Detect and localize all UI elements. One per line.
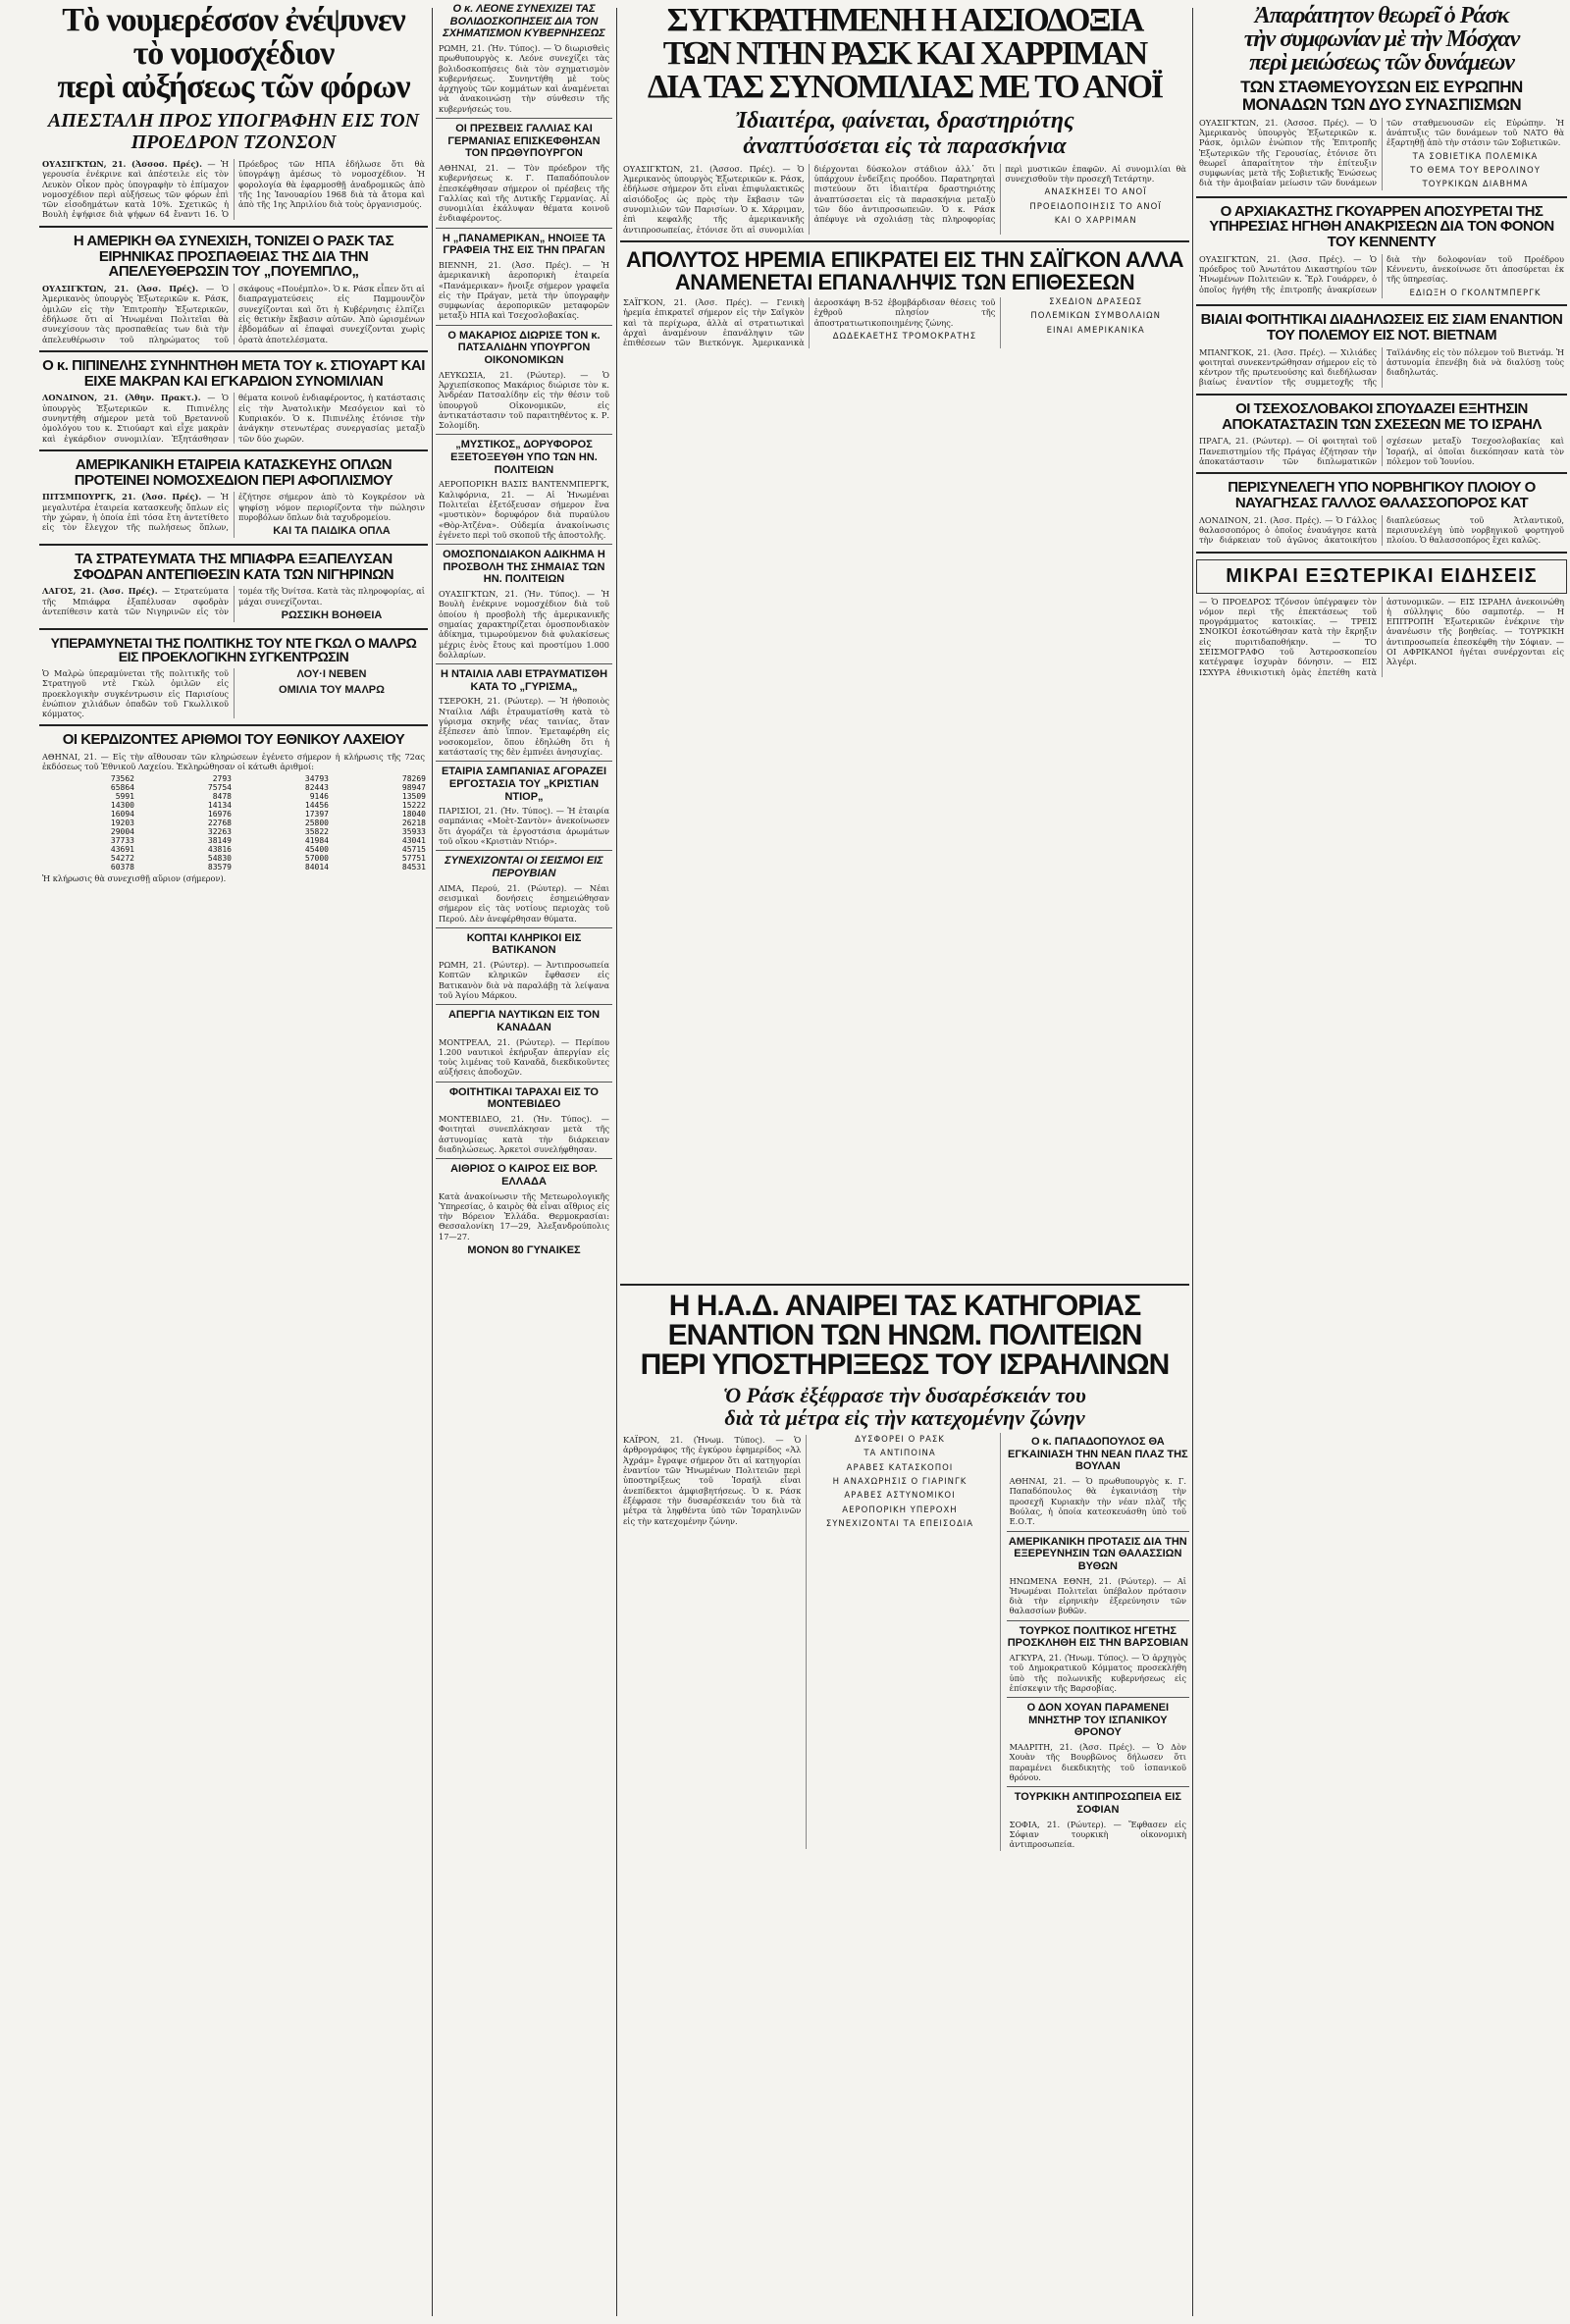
lottery-number: 65864 (110, 782, 134, 792)
column-rule (616, 8, 617, 2316)
article-ambassadors: ΑΘΗΝΑΙ, 21. — Τὸν πρόεδρον τῆς κυβερνήσεως κ. Γ. Παπαδόπουλον ἐπεσκέφθησαν σήμερον οἱ πρέσβεις τῆς Γαλλίας καὶ τῆς Δυτικῆς Γερμανίας. Αἱ συνομιλίαι ἐκάλυψαν θέματα κοινοῦ ἐνδιαφέροντος. (439, 162, 609, 224)
article-canada-strike: ΜΟΝΤΡΕΑΛ, 21. (Ρώυτερ). — Περίπου 1.200 ναυτικοὶ ἐκήρυξαν ἀπεργίαν εἰς τοὺς λιμένας τοῦ Καναδᾶ, διεκδικοῦντες αὐξήσεις ἀποδοχῶν. (439, 1036, 609, 1078)
article-don-juan: ΜΑΔΡΙΤΗ, 21. (Ἀσσ. Πρές). — Ὁ Δὸν Χουὰν τῆς Βουρβῶνος δήλωσεν ὅτι παραμένει διεκδικητὴς τοῦ ἰσπανικοῦ θρόνου. (1009, 1742, 1186, 1782)
lottery-row (39, 845, 428, 854)
lottery-number: 84014 (304, 862, 329, 872)
lottery-row (39, 836, 428, 845)
headline-panamerican: Η „ΠΑΝΑΜΕΡΙΚΑΝ„ ΗΝΟΙΞΕ ΤΑ ΓΡΑΦΕΙΑ ΤΗΣ ΕΙΣ ΤΗΝ ΠΡΑΓΑΝ (442, 232, 606, 257)
lottery-number: 43691 (110, 844, 134, 854)
lottery-number: 43816 (207, 844, 232, 854)
lottery-number: 78269 (401, 773, 426, 783)
subhead-rusk-moscow: ΤΩΝ ΣΤΑΘΜΕΥΟΥΣΩΝ ΕΙΣ ΕΥΡΩΠΗΝ ΜΟΝΑΔΩΝ ΤΩΝ ΔΥΟ ΣΥΝΑΣΠΙΣΜΩΝ (1240, 78, 1523, 114)
column-1 (39, 0, 428, 2324)
subhead-hanoi-1: ΑΝΑΣΚΗΣΕΙ ΤΟ ΑΝΟΪ (1044, 187, 1147, 198)
article-uar-usa: ΚΑΪΡΟΝ, 21. (Ἡνωμ. Τύπος). — Ὁ ἀρθρογράφος τῆς ἐγκύρου ἐφημερίδος «Ἀλ Ἀχράμ» ἔγραψε σήμερον ὅτι αἱ κατηγορίαι ἐναντίον τῶν Ἡνωμένων Πολιτειῶν περὶ ὑποστηρίξεως τοῦ Ἰσραήλ εἶναι ἀνεπίδεκτοι ἀμφισβητήσεως. Ὁ κ. Ράσκ ἐξέφρασε τὴν δυσαρέσκειάν του διὰ τὰ μέτρα τὰ ληφθέντα ὑπὸ τῶν Ἰσραηλινῶν εἰς τὴν κατεχομένην ζώνην. ΔΥΣΦΟΡΕΙ Ο ΡΑΣΚ ΤΑ ΑΝΤΙΠΟΙΝΑ ΑΡΑΒΕΣ ΚΑΤΑΣΚΟΠΟΙ Η ΑΝΑΧΩΡΗΣΙΣ Ο ΓΙΑΡΙΝΓΚ ΑΡΑΒΕΣ ΑΣΤΥΝΟΜΙΚΟΙ ΑΕΡΟΠΟΡΙΚΗ ΥΠΕΡΟΧΗ ΣΥΝΕΧΙΖΟΝΤΑΙ ΤΑ ΕΠΕΙΣΟΔΙΑ (623, 1435, 989, 1849)
subhead-rusk-harriman: Ἰδιαιτέρα, φαίνεται, δραστηριότης ἀναπτύσσεται εἰς τὰ παρασκήνια (735, 108, 1074, 160)
lottery-number: 5991 (115, 791, 134, 801)
article-czech-israel: ΠΡΑΓΑ, 21. (Ρώυτερ). — Οἱ φοιτηταὶ τοῦ Πανεπιστημίου τῆς Πράγας ἐζήτησαν τὴν ἀποκατάστασιν τῶν διπλωματικῶν σχέσεων μεταξὺ Τσεχοσλοβακίας καὶ Ἰσραήλ, αἱ ὁποῖαι διεκόπησαν κατὰ τὸν πόλεμον τοῦ Ἰουνίου. (1199, 436, 1564, 466)
headline-copts: ΚΟΠΤΑΙ ΚΛΗΡΙΚΟΙ ΕΙΣ ΒΑΤΙΚΑΝΟΝ (466, 931, 582, 957)
headline-sailor-rescued: ΠΕΡΙΣΥΝΕΛΕΓΗ ΥΠΟ ΝΟΡΒΗΓΙΚΟΥ ΠΛΟΙΟΥ Ο ΝΑΥΑΓΗΣΑΣ ΓΑΛΛΟΣ ΘΑΛΑΣΣΟΠΟΡΟΣ ΚΑΤ (1228, 479, 1536, 511)
lottery-row (39, 863, 428, 872)
lottery-row (39, 854, 428, 863)
lottery-number: 32263 (207, 826, 232, 836)
lottery-number: 8478 (212, 791, 232, 801)
headline-pipinelis: Ο κ. ΠΙΠΙΝΕΛΗΣ ΣΥΝΗΝΤΗΘΗ ΜΕΤΑ ΤΟΥ κ. ΣΤΙΟΥΑΡΤ ΚΑΙ ΕΙΧΕ ΜΑΚΡΑΝ ΚΑΙ ΕΓΚΑΡΔΙΟΝ ΣΥΝΟΜΙΛΙΑΝ (42, 356, 425, 390)
subhead-plan: ΣΧΕΔΙΟΝ ΔΡΑΣΕΩΣ (1049, 297, 1143, 308)
tag-80-women: ΜΟΝΟΝ 80 ΓΥΝΑΙΚΕΣ (467, 1243, 581, 1256)
lottery-number: 60378 (110, 862, 134, 872)
subhead-reprisals: ΤΑ ΑΝΤΙΠΟΙΝΑ (864, 1449, 936, 1459)
lottery-number: 38149 (207, 835, 232, 845)
lottery-number: 41984 (304, 835, 329, 845)
headline-lottery: ΟΙ ΚΕΡΔΙΖΟΝΤΕΣ ΑΡΙΘΜΟΙ ΤΟΥ ΕΘΝΙΚΟΥ ΛΑΧΕΙΟΥ (62, 731, 405, 749)
column-4 (1196, 0, 1567, 2324)
subhead-goldberg: ΕΔΙΩΞΗ Ο ΓΚΟΛΝΤΜΠΕΡΓΚ (1409, 288, 1542, 298)
subhead-arab-police: ΑΡΑΒΕΣ ΑΣΤΥΝΟΜΙΚΟΙ (844, 1491, 956, 1502)
lottery-number: 45400 (304, 844, 329, 854)
lottery-row (39, 810, 428, 819)
article-vouliagmeni: ΑΘΗΝΑΙ, 21. — Ὁ πρωθυπουργὸς κ. Γ. Παπαδόπουλος θὰ ἐγκαινιάσῃ τὴν προσεχῆ Κυριακὴν τὴν νέαν πλὰζ τῆς Βούλας, ἡ ὁποία κατεσκευάσθη ὑπὸ τοῦ Ε.Ο.Τ. (1009, 1476, 1186, 1527)
headline-satellite: „ΜΥΣΤΙΚΟΣ„ ΔΟΡΥΦΟΡΟΣ ΕΞΕΤΟΞΕΥΘΗ ΥΠΟ ΤΩΝ ΗΝ. ΠΟΛΙΤΕΙΩΝ (450, 439, 598, 476)
lottery-number: 2793 (212, 773, 232, 783)
headline-pueblo: Η ΑΜΕΡΙΚΗ ΘΑ ΣΥΝΕΧΙΣΗ, ΤΟΝΙΖΕΙ Ο ΡΑΣΚ ΤΑΣ ΕΙΡΗΝΙΚΑΣ ΠΡΟΣΠΑΘΕΙΑΣ ΤΗΣ ΔΙΑ ΤΗΝ ΑΠΕΛΕΥΘΕΡΩΣΙΝ ΤΟΥ „ΠΟΥΕΜΠΛΟ„ (73, 232, 394, 281)
lottery-row (39, 774, 428, 783)
lottery-number: 35822 (304, 826, 329, 836)
headline-arms-company: ΑΜΕΡΙΚΑΝΙΚΗ ΕΤΑΙΡΕΙΑ ΚΑΤΑΣΚΕΥΗΣ ΟΠΛΩΝ ΠΡΟΤΕΙΝΕΙ ΝΟΜΟΣΧΕΔΙΟΝ ΠΕΡΙ ΑΦΟΠΛΙΣΜΟΥ (74, 455, 393, 489)
article-makarios: ΛΕΥΚΩΣΙΑ, 21. (Ρώυτερ). — Ὁ Ἀρχιεπίσκοπος Μακάριος διώρισε τὸν κ. Ἀνδρέαν Πατσαλίδην εἰς τὴν θέσιν τοῦ ὑπουργοῦ Οἰκονομικῶν, εἰς ἀντικατάστασιν τοῦ παραιτηθέντος κ. Ρ. Σολομίδη. (439, 369, 609, 431)
article-montevideo: ΜΟΝΤΕΒΙΔΕΟ, 21. (Ἡν. Τύπος). — Φοιτηταὶ συνεπλάκησαν μετὰ τῆς ἀστυνομίας κατὰ τὴν διάρκειαν διαδηλώσεως. Ἀρκετοὶ συνελήφθησαν. (439, 1114, 609, 1154)
lottery-number: 84531 (401, 862, 426, 872)
headline-uar-usa: Η Η.Α.Δ. ΑΝΑΙΡΕΙ ΤΑΣ ΚΑΤΗΓΟΡΙΑΣ ΕΝΑΝΤΙΟΝ ΤΩΝ ΗΝΩΜ. ΠΟΛΙΤΕΙΩΝ ΠΕΡΙ ΥΠΟΣΤΗΡΙΞΕΩΣ ΤΟΥ ΙΣΡΑΗΛΙΝΩΝ (640, 1290, 1170, 1381)
article-biafra: ΛΑΓΟΣ, 21. (Ἀσσ. Πρές). — Στρατεύματα τῆς Μπιάφρα ἐξαπέλυσαν σφοδρὰν ἀντεπίθεσιν κατὰ τῶν Νιγηρινῶν εἰς τὸν τομέα τῆς Ὀνίτσα. Κατὰ τὰς πληροφορίας, αἱ μάχαι συνεχίζονται. ΡΩΣΣΙΚΗ ΒΟΗΘΕΙΑ (42, 586, 425, 621)
lottery-number: 14300 (110, 800, 134, 810)
headline-biafra: ΤΑ ΣΤΡΑΤΕΥΜΑΤΑ ΤΗΣ ΜΠΙΑΦΡΑ ΕΞΑΠΕΛΥΣΑΝ ΣΦΟΔΡΑΝ ΑΝΤΕΠΙΘΕΣΙΝ ΚΑΤΑ ΤΩΝ ΝΙΓΗΡΙΝΩΝ (73, 550, 394, 583)
article-copts: ΡΩΜΗ, 21. (Ρώυτερ). — Ἀντιπροσωπεία Κοπτῶν κληρικῶν ἔφθασεν εἰς Βατικανὸν διὰ νὰ παραλάβῃ τὰ λείψανα τοῦ Ἁγίου Μάρκου. (439, 960, 609, 1000)
lottery-number: 45715 (401, 844, 426, 854)
headline-rusk-harriman: ΣΥΓΚΡΑΤΗΜΕΝΗ Η ΑΙΣΙΟΔΟΞΙΑ ΤΩΝ ΝΤΗΝ ΡΑΣΚ ΚΑΙ ΧΑΡΡΙΜΑΝ ΔΙΑ ΤΑΣ ΣΥΝΟΜΙΛΙΑΣ ΜΕ ΤΟ ΑΝΟΪ (647, 2, 1163, 105)
article-rusk-moscow: ΟΥΑΣΙΓΚΤΩΝ, 21. (Ἀσσοσ. Πρές). — Ὁ Ἀμερικανὸς ὑπουργὸς Ἐξωτερικῶν κ. Ράσκ, ὁμιλῶν ἐνώπιον τῆς Ἐπιτροπῆς Ἐξωτερικῶν τῆς Γερουσίας, ἐτόνισε ὅτι θεωρεῖ ἀπαραίτητον τὴν ἐπίτευξιν συμφωνίας μετὰ τῆς Σοβιετικῆς Ἑνώσεως διὰ τὴν ἀμοιβαίαν μείωσιν τῶν δυνάμεων τῶν σταθμευουσῶν εἰς Εὐρώπην. Ἡ ἀνάπτυξις τῶν δυνάμεων τοῦ ΝΑΤΟ θὰ ἐξαρτηθῇ ἀπὸ τὴν στάσιν τῶν Σοβιετικῶν. ΤΑ ΣΟΒΙΕΤΙΚΑ ΠΟΛΕΜΙΚΑ ΤΟ ΘΕΜΑ ΤΟΥ ΒΕΡΟΛΙΝΟΥ ΤΟΥΡΚΙΚΩΝ ΔΙΑΒΗΜΑ (1199, 117, 1564, 190)
subhead-harriman: ΚΑΙ Ο ΧΑΡΡΙΜΑΝ (1054, 215, 1137, 226)
lottery-row (39, 819, 428, 827)
column-3 (620, 0, 1189, 1276)
subhead-turkish-demarche: ΤΟΥΡΚΙΚΩΝ ΔΙΑΒΗΜΑ (1422, 180, 1529, 190)
bottom-sidebar (1000, 1433, 1189, 1851)
lottery-number: 29004 (110, 826, 134, 836)
lottery-number: 25800 (304, 818, 329, 827)
subhead-russian-aid: ΡΩΣΣΙΚΗ ΒΟΗΘΕΙΑ (281, 608, 383, 621)
headline-tax-bill: Τὸ νουμερέσσον ἐνέψυνεν τὸ νομοσχέδιον περὶ αὐξήσεως τῶν φόρων (57, 2, 410, 105)
headline-foreign-briefs: ΜΙΚΡΑΙ ΕΞΩΤΕΡΙΚΑΙ ΕΙΔΗΣΕΙΣ (1226, 564, 1538, 587)
headline-makarios: Ο ΜΑΚΑΡΙΟΣ ΔΙΩΡΙΣΕ ΤΟΝ κ. ΠΑΤΣΑΛΙΔΗΝ ΥΠΟΥΡΓΟΝ ΟΙΚΟΝΟΜΙΚΩΝ (447, 329, 601, 367)
headline-leone: Ο κ. ΛΕΟΝΕ ΣΥΝΕΧΙΖΕΙ ΤΑΣ ΒΟΛΙΔΟΣΚΟΠΗΣΕΙΣ ΔΙΑ ΤΟΝ ΣΧΗΜΑΤΙΣΜΟΝ ΚΥΒΕΡΝΗΣΕΩΣ (443, 3, 605, 40)
headline-saigon: ΑΠΟΛΥΤΟΣ ΗΡΕΜΙΑ ΕΠΙΚΡΑΤΕΙ ΕΙΣ ΤΗΝ ΣΑΪΓΚΟΝ ΑΛΛΑ ΑΝΑΜΕΝΕΤΑΙ ΕΠΑΝΑΛΗΨΙΣ ΤΩΝ ΕΠΙΘΕΣΕΩΝ (626, 246, 1183, 294)
lottery-number: 16976 (207, 809, 232, 819)
lottery-row (39, 783, 428, 792)
article-turkish-warsaw: ΑΓΚΥΡΑ, 21. (Ἡνωμ. Τύπος). — Ὁ ἀρχηγὸς τοῦ Δημοκρατικοῦ Κόμματος προσεκλήθη ὑπὸ τῆς πολωνικῆς κυβερνήσεως εἰς ἐπίσκεψιν τῆς Βαρσοβίας. (1009, 1652, 1186, 1693)
lottery-number: 98947 (401, 782, 426, 792)
article-panamerican: ΒΙΕΝΝΗ, 21. (Ἀσσ. Πρές). — Ἡ ἀμερικανικὴ ἀεροπορικὴ ἑταιρεία «Πανάμερικαν» ἤνοιξε σήμερον γραφεῖα εἰς τὴν Πράγαν, μετὰ τὴν ὑπογραφὴν συμφωνίας ἀεροπορικῶν μεταφορῶν μεταξὺ ΗΠΑ καὶ Τσεχοσλοβακίας. (439, 259, 609, 321)
article-weather: Κατὰ ἀνακοίνωσιν τῆς Μετεωρολογικῆς Ὑπηρεσίας, ὁ καιρὸς θὰ εἶναι αἴθριος εἰς τὴν Βόρειον Ἑλλάδα. Θερμοκρασίαι: Θεσσαλονίκη 17—29, Ἀλεξανδρούπολις 17—27. (439, 1190, 609, 1241)
article-siam-protests: ΜΠΑΝΓΚΟΚ, 21. (Ἀσσ. Πρές). — Χιλιάδες φοιτηταὶ συνεκεντρώθησαν σήμερον εἰς τὸ κέντρον τῆς πρωτευούσης καὶ διεδήλωσαν βιαίως ἐναντίον τῆς συμμετοχῆς τῆς Ταϊλάνδης εἰς τὸν πόλεμον τοῦ Βιετνάμ. Ἡ ἀστυνομία ἐπενέβη διὰ νὰ διαλύσῃ τοὺς διαδηλωτάς. (1199, 346, 1564, 388)
article-satellite: ΑΕΡΟΠΟΡΙΚΗ ΒΑΣΙΣ ΒΑΝΤΕΝΜΠΕΡΓΚ, Καλιφόρνια, 21. — Αἱ Ἡνωμέναι Πολιτεῖαι ἐξετόξευσαν σήμερον ἕνα «μυστικὸν» δορυφόρον διὰ πυραύλου «Θὸρ-Ἀτζένα». Οὐδεμία ἀνακοίνωσις ἐγένετο περὶ τοῦ σκοποῦ τῆς ἀποστολῆς. (439, 479, 609, 540)
article-pueblo: ΟΥΑΣΙΓΚΤΩΝ, 21. (Ἀσσ. Πρές). — Ὁ Ἀμερικανὸς ὑπουργὸς Ἐξωτερικῶν κ. Ράσκ, ὁμιλῶν εἰς τὴν Ἐπιτροπὴν Ἐξωτερικῶν, ἐδήλωσε ὅτι αἱ Ἡνωμέναι Πολιτεῖαι θὰ συνεχίσουν τὰς προσπαθείας των διὰ τὴν ἀπελευθέρωσιν τοῦ πληρώματος τοῦ σκάφους «Πουέμπλο». Ὁ κ. Ράσκ εἶπεν ὅτι αἱ διαπραγματεύσεις εἰς Παμμουνζὸν συνεχίζονται καὶ ὅτι ἡ Κυβέρνησις ἐλπίζει εἰς θετικὴν ἔκβασιν αὐτῶν. Ἀπὸ ὡρισμένων ἐβδομάδων αἱ ἐπαφαὶ συνεχίζονται χωρὶς ὁρατὰ ἀποτελέσματα. (42, 284, 425, 344)
article-malraux: Ὁ Μαλρὼ ὑπεραμύνεται τῆς πολιτικῆς τοῦ Στρατηγοῦ ντὲ Γκὼλ ὁμιλῶν εἰς προεκλογικὴν συγκέντρωσιν εἰς Παρισίους ἐνώπιον χιλιάδων ὀπαδῶν τοῦ Γκωλλικοῦ κόμματος. ΛΟΥ·Ι ΝΕΒΕΝ ΟΜΙΛΙΑ ΤΟΥ ΜΑΛΡΩ (42, 668, 425, 718)
subhead-soviet-warships: ΤΑ ΣΟΒΙΕΤΙΚΑ ΠΟΛΕΜΙΚΑ (1412, 151, 1539, 162)
lottery-number: 73562 (110, 773, 134, 783)
headline-warren: Ο ΑΡΧΙΑΚΑΣΤΗΣ ΓΚΟΥΑΡΡΕΝ ΑΠΟΣΥΡΕΤΑΙ ΤΗΣ ΥΠΗΡΕΣΙΑΣ ΗΓΗΘΗ ΑΝΑΚΡΙΣΕΩΝ ΔΙΑ ΤΟΝ ΦΟΝΟΝ ΤΟΥ ΚΕΝΝΕΝΤΥ (1209, 202, 1554, 251)
headline-turkish-warsaw: ΤΟΥΡΚΟΣ ΠΟΛΙΤΙΚΟΣ ΗΓΕΤΗΣ ΠΡΟΣΚΛΗΘΗ ΕΙΣ ΤΗΝ ΒΑΡΣΟΒΙΑΝ (1007, 1624, 1188, 1650)
subhead-rusk-upset: ΔΥΣΦΟΡΕΙ Ο ΡΑΣΚ (855, 1435, 945, 1446)
headline-malraux: ΥΠΕΡΑΜΥΝΕΤΑΙ ΤΗΣ ΠΟΛΙΤΙΚΗΣ ΤΟΥ ΝΤΕ ΓΚΩΛ Ο ΜΑΛΡΩ ΕΙΣ ΠΡΟΕΚΛΟΓΙΚΗΝ ΣΥΓΚΕΝΤΡΩΣΙΝ (50, 634, 417, 665)
lottery-row (39, 827, 428, 836)
lottery-number: 82443 (304, 782, 329, 792)
byline-nevin: ΛΟΥ·Ι ΝΕΒΕΝ (296, 667, 367, 680)
lottery-number: 17397 (304, 809, 329, 819)
lottery-number: 16094 (110, 809, 134, 819)
lottery-number: 35933 (401, 826, 426, 836)
headline-ambassadors: ΟΙ ΠΡΕΣΒΕΙΣ ΓΑΛΛΙΑΣ ΚΑΙ ΓΕΡΜΑΝΙΑΣ ΕΠΙΣΚΕΦΘΗΣΑΝ ΤΟΝ ΠΡΩΘΥΠΟΥΡΓΟΝ (447, 123, 601, 160)
headline-seabed: ΑΜΕΡΙΚΑΝΙΚΗ ΠΡΟΤΑΣΙΣ ΔΙΑ ΤΗΝ ΕΞΕΡΕΥΝΗΣΙΝ ΤΩΝ ΘΑΛΑΣΣΙΩΝ ΒΥΘΩΝ (1008, 1535, 1187, 1572)
headline-montevideo: ΦΟΙΤΗΤΙΚΑΙ ΤΑΡΑΧΑΙ ΕΙΣ ΤΟ ΜΟΝΤΕΒΙΔΕΟ (449, 1085, 599, 1111)
lottery-number: 54272 (110, 853, 134, 863)
subhead-incidents: ΣΥΝΕΧΙΖΟΝΤΑΙ ΤΑ ΕΠΕΙΣΟΔΙΑ (825, 1518, 974, 1529)
lottery-closing: Ἡ κλήρωσις θὰ συνεχισθῇ αὔριον (σήμερον). (42, 872, 227, 883)
article-sailor-rescued: ΛΟΝΔΙΝΟΝ, 21. (Ἀσσ. Πρές). — Ὁ Γάλλος θαλασσοπόρος ὁ ὁποῖος ἐναυάγησε κατὰ τὴν διάρκειαν τοῦ ἀγῶνος ἀκατοικήτου διαπλεύσεως τοῦ Ἀτλαντικοῦ, περισυνελέγη ὑπὸ νορβηγικοῦ φορτηγοῦ πλοίου. Ὁ θαλασσοπόρος ἔχει καλῶς. (1199, 514, 1564, 546)
lottery-number: 54830 (207, 853, 232, 863)
lottery-number: 9146 (309, 791, 329, 801)
headline-czech-israel: ΟΙ ΤΣΕΧΟΣΛΟΒΑΚΟΙ ΣΠΟΥΔΑΖΕΙ ΕΞΗΤΗΣΙΝ ΑΠΟΚΑΤΑΣΤΑΣΙΝ ΤΩΝ ΣΧΕΣΕΩΝ ΜΕ ΤΟ ΙΣΡΑΗΛ (1222, 399, 1542, 433)
article-warren: ΟΥΑΣΙΓΚΤΩΝ, 21. (Ἀσσ. Πρές). — Ὁ πρόεδρος τοῦ Ἀνωτάτου Δικαστηρίου τῶν Ἡνωμένων Πολιτειῶν κ. Ἔρλ Γουάρρεν, ὁ ὁποῖος ἡγήθη τῆς ἐπιτροπῆς ἀνακρίσεων διὰ τὴν δολοφονίαν τοῦ Προέδρου Κέννεντυ, ἀνεκοίνωσε ὅτι ἀποσύρεται ἐκ τῆς ὑπηρεσίας. ΕΔΙΩΞΗ Ο ΓΚΟΛΝΤΜΠΕΡΓΚ (1199, 253, 1564, 298)
article-arms-company: ΠΙΤΣΜΠΟΥΡΓΚ, 21. (Ἀσσ. Πρές). — Ἡ μεγαλυτέρα ἐταιρεία κατασκευῆς ὅπλων εἰς τὴν χώραν, ἡ ὁποία ἐπὶ τόσα ἔτη ἀντετίθετο εἰς τὸν ἔλεγχον τῆς πωλήσεως ὅπλων, ἐζήτησε σήμερον ἀπὸ τὸ Κογκρέσον νὰ ψηφίσῃ νόμον περιορίζοντα τὴν πώλησιν πυροβόλων ὅπλων διὰ ταχυδρομείου. ΚΑΙ ΤΑ ΠΑΙΔΙΚΑ ΟΠΛΑ (42, 492, 425, 538)
headline-sofia: ΤΟΥΡΚΙΚΗ ΑΝΤΙΠΡΟΣΩΠΕΙΑ ΕΙΣ ΣΟΦΙΑΝ (1014, 1791, 1181, 1816)
column-2 (436, 0, 612, 2324)
headline-canada-strike: ΑΠΕΡΓΙΑ ΝΑΥΤΙΚΩΝ ΕΙΣ ΤΟΝ ΚΑΝΑΔΑΝ (447, 1009, 601, 1033)
subhead-rusk-displeasure: Ὁ Ράσκ ἐξέφρασε τὴν δυσαρέσκειάν του διὰ τὰ μέτρα εἰς τὴν κατεχομένην ζώνην (723, 1383, 1086, 1431)
article-sofia: ΣΟΦΙΑ, 21. (Ρώυτερ). — Ἔφθασεν εἰς Σόφιαν τουρκικὴ οἰκονομικὴ ἀντιπροσωπεία. (1009, 1819, 1186, 1850)
headline-weather: ΑΙΘΡΙΟΣ Ο ΚΑΙΡΟΣ ΕΙΣ ΒΟΡ. ΕΛΛΑΔΑ (450, 1163, 598, 1188)
lottery-number: 13509 (401, 791, 426, 801)
lottery-number: 34793 (304, 773, 329, 783)
headline-rusk-moscow: Ἀπαράιτητον θεωρεῖ ὁ Ράσκ τὴν συμφωνίαν μὲ τὴν Μόσχαν περὶ μειώσεως τῶν δυνάμεων (1243, 3, 1520, 76)
lottery-number: 18040 (401, 809, 426, 819)
lottery-numbers-table (39, 774, 428, 872)
subhead-jarring: Η ΑΝΑΧΩΡΗΣΙΣ Ο ΓΙΑΡΙΝΓΚ (832, 1477, 968, 1488)
bottom-center (620, 1278, 1189, 2318)
lottery-number: 57000 (304, 853, 329, 863)
headline-siam-protests: ΒΙΑΙΑΙ ΦΟΙΤΗΤΙΚΑΙ ΔΙΑΔΗΛΩΣΕΙΣ ΕΙΣ ΣΙΑΜ ΕΝΑΝΤΙΟΝ ΤΟΥ ΠΟΛΕΜΟΥ ΕΙΣ ΝΟΤ. ΒΙΕΤΝΑΜ (1200, 311, 1563, 343)
article-daliah-lavi: ΤΣΕΡΟΚΗ, 21. (Ρώυτερ). — Ἡ ἠθοποιὸς Νταίλια Λάβι ἐτραυματίσθη κατὰ τὸ γύρισμα σκηνῆς νέας ταινίας, ὅταν ἐξέπεσεν ἀπὸ ἵππον. Ἐμεταφέρθη εἰς νοσοκομεῖον, ὅπου ἐδηλώθη ὅτι ἡ κατάστασίς της δὲν ἐμπνέει ἀνησυχίας. (439, 696, 609, 757)
lottery-number: 37733 (110, 835, 134, 845)
subhead-war-contracts: ΠΟΛΕΜΙΚΩΝ ΣΥΜΒΟΛΑΙΩΝ (1030, 311, 1161, 322)
subhead-american: ΕΙΝΑΙ ΑΜΕΡΙΚΑΝΙΚΑ (1046, 325, 1145, 336)
column-rule (1192, 8, 1193, 2316)
article-saigon: ΣΑΪΓΚΟΝ, 21. (Ἀσσ. Πρές). — Γενικὴ ἠρεμία ἐπικρατεῖ σήμερον εἰς τὴν Σαϊγκὸν καὶ τὰ περίχωρα, ἀλλὰ αἱ στρατιωτικαὶ ἀρχαὶ ἀναμένουν ἐπανάληψιν τῶν ἐπιθέσεων τῶν Βιετκόνγκ. Ἀμερικανικὰ ἀεροσκάφη Β-52 ἐβομβάρδισαν θέσεις τοῦ ἐχθροῦ πλησίον τῆς ἀποστρατιωτικοποιημένης ζώνης. ΔΩΔΕΚΑΕΤΗΣ ΤΡΟΜΟΚΡΑΤΗΣ ΣΧΕΔΙΟΝ ΔΡΑΣΕΩΣ ΠΟΛΕΜΙΚΩΝ ΣΥΜΒΟΛΑΙΩΝ ΕΙΝΑΙ ΑΜΕΡΙΚΑΝΙΚΑ (623, 297, 1186, 347)
article-champagne: ΠΑΡΙΣΙΟΙ, 21. (Ἡν. Τύπος). — Ἡ ἐταιρία σαμπάνιας «Μοὲτ-Σαντὸν» ἀνεκοίνωσεν ὅτι ἀγοράζει τὰ ἐργοστάσια ἀρωμάτων τοῦ οἴκου «Κριστιὰν Ντιόρ». (439, 806, 609, 847)
lottery-number: 19203 (110, 818, 134, 827)
article-seabed: ΗΝΩΜΕΝΑ ΕΘΝΗ, 21. (Ρώυτερ). — Αἱ Ἡνωμέναι Πολιτεῖαι ὑπέβαλον πρότασιν διὰ τὴν εἰρηνικὴν ἐξερεύνησιν τῶν θαλασσίων βυθῶν. (1009, 1575, 1186, 1616)
subhead-air-superiority: ΑΕΡΟΠΟΡΙΚΗ ΥΠΕΡΟΧΗ (842, 1505, 958, 1515)
subhead-arab-spies: ΑΡΑΒΕΣ ΚΑΤΑΣΚΟΠΟΙ (846, 1462, 954, 1473)
headline-peru-quakes: ΣΥΝΕΧΙΖΟΝΤΑΙ ΟΙ ΣΕΙΣΜΟΙ ΕΙΣ ΠΕΡΟΥΒΙΑΝ (445, 855, 603, 879)
subhead-tax-bill: ΑΠΕΣΤΑΛΗ ΠΡΟΣ ΥΠΟΓΡΑΦΗΝ ΕΙΣ ΤΟΝ ΠΡΟΕΔΡΟΝ ΤΖΟΝΣΟΝ (47, 110, 420, 153)
article-rusk-harriman: ΟΥΑΣΙΓΚΤΩΝ, 21. (Ἀσσοσ. Πρές). — Ὁ Ἀμερικανὸς ὑπουργὸς Ἐξωτερικῶν κ. Ράσκ, ἐδήλωσε σήμερον ὅτι εἶναι ἐπιφυλακτικῶς αἰσιόδοξος ὡς πρὸς τὴν ἔκβασιν τῶν συνομιλιῶν τῶν Παρισίων. Ὁ κ. Χάρριμαν, ἐπὶ κεφαλῆς τῆς ἀμερικανικῆς ἀντιπροσωπείας, ἐτόνισε ὅτι αἱ συνομιλίαι διέρχονται δύσκολον στάδιον ἀλλ᾽ ὅτι ὑπάρχουν ἐνδείξεις προόδου. Παρατηρηταὶ πιστεύουν ὅτι ἰδιαιτέρα δραστηριότης ἀναπτύσσεται εἰς τὰ παρασκήνια μεταξὺ τῶν δύο ἀντιπροσωπειῶν. Ὁ κ. Ράσκ ἀπέφυγε νὰ σχολιάσῃ τὰς πληροφορίας περὶ μυστικῶν ἐπαφῶν. Αἱ συνομιλίαι θὰ συνεχισθοῦν τὴν προσεχῆ Τετάρτην. ΑΝΑΣΚΗΣΕΙ ΤΟ ΑΝΟΪ ΠΡΟΕΙΔΟΠΟΙΗΣΙΣ ΤΟ ΑΝΟΪ ΚΑΙ Ο ΧΑΡΡΙΜΑΝ (623, 163, 1186, 235)
column-rule (432, 8, 433, 2316)
lottery-number: 26218 (401, 818, 426, 827)
subhead-12yo-terrorist: ΔΩΔΕΚΑΕΤΗΣ ΤΡΟΜΟΚΡΑΤΗΣ (832, 331, 977, 342)
lottery-number: 14456 (304, 800, 329, 810)
headline-daliah-lavi: Η ΝΤΑΙΛΙΑ ΛΑΒΙ ΕΤΡΑΥΜΑΤΙΣΘΗ ΚΑΤΑ ΤΟ „ΓΥΡΙΣΜΑ„ (440, 668, 608, 693)
article-peru-quakes: ΛΙΜΑ, Περού, 21. (Ρώυτερ). — Νέαι σεισμικαὶ δονήσεις ἐσημειώθησαν σήμερον εἰς τὰς νοτίους περιοχὰς τοῦ Περού. Δὲν ἀνεφέρθησαν θύματα. (439, 882, 609, 924)
lottery-row (39, 801, 428, 810)
lottery-number: 57751 (401, 853, 426, 863)
article-foreign-briefs: — Ὁ ΠΡΟΕΔΡΟΣ Τζόνσον ὑπέγραψεν τὸν νόμον περὶ τῆς ἐπεκτάσεως τοῦ προγράμματος κατοικίας. — ΤΡΕΙΣ ΣΝΟΙΚΟΙ ἐσκοτώθησαν κατὰ τὴν ἔκρηξιν εἰς πυριτιδαποθήκην. — ΤΟ ΣΕΙΣΜΟΓΡΑΦΟ τοῦ Ἀστεροσκοπείου κατέγραψε ἰσχυρὰν δόνησιν. — ΕΙΣ ΙΣΧΥΡΑ ἐθνικιστικὴ ὁμὰς ἐπετέθη κατὰ ἀστυνομικῶν. — ΕΙΣ ΙΣΡΑΗΛ ἀνεκοινώθη ἡ σύλληψις δύο σαμποτέρ. — Η ΕΠΙΤΡΟΠΗ Ἐξωτερικῶν ἐνέκρινε τὴν ἀνανέωσιν τῆς βοηθείας. — ΤΟΥΡΚΙΚΗ ἀντιπροσωπεία ἐπεσκέφθη τὴν Σόφιαν. — ΟΙ ΑΦΡΙΚΑΝΟΙ ἡγέται συνέρχονται εἰς Ἀλγέρι. (1199, 596, 1564, 677)
subhead-malraux-speech: ΟΜΙΛΙΑ ΤΟΥ ΜΑΛΡΩ (279, 683, 385, 696)
lottery-number: 43041 (401, 835, 426, 845)
subhead-berlin: ΤΟ ΘΕΜΑ ΤΟΥ ΒΕΡΟΛΙΝΟΥ (1410, 165, 1541, 176)
article-tax-bill: ΟΥΑΣΙΓΚΤΩΝ, 21. (Ἀσσοσ. Πρές). — Ἡ γερουσία ἐνέκρινε καὶ ἀπέστειλε εἰς τὸν Λευκὸν Οἶκον πρὸς ὑπογραφὴν τὸ ἐπίμαχον νομοσχέδιον περὶ αὐξήσεως τῶν φόρων ἐπὶ τῶν εἰσοδημάτων κατὰ 10%. Σχετικῶς ἡ Βουλὴ ἐψήφισε διὰ ψήφων 64 ἔναντι 16. Ὁ Πρόεδρος τῶν ΗΠΑ ἐδήλωσε ὅτι θὰ ὑπογράψῃ ἀμέσως τὸ νομοσχέδιον. Ἡ φορολογία θὰ ἐφαρμοσθῇ ἀναδρομικῶς ἀπὸ τῆς 1ης Ἰανουαρίου 1968 διὰ τὰ ἄτομα καὶ ἀπὸ τῆς 1ης Ἀπριλίου διὰ τοὺς ὀργανισμούς. (42, 159, 425, 220)
lottery-number: 15222 (401, 800, 426, 810)
headline-don-juan: Ο ΔΟΝ ΧΟΥΑΝ ΠΑΡΑΜΕΝΕΙ ΜΝΗΣΤΗΡ ΤΟΥ ΙΣΠΑΝΙΚΟΥ ΘΡΟΝΟΥ (1026, 1702, 1170, 1739)
lottery-intro: ΑΘΗΝΑΙ, 21. — Εἰς τὴν αἴθουσαν τῶν κληρώσεων ἐγένετο σήμερον ἡ κλήρωσις τῆς 72ας ἐκδόσεως τοῦ Ἐθνικοῦ Λαχείου. Ἐκληρώθησαν οἱ κάτωθι ἀριθμοί: (42, 752, 425, 772)
lottery-number: 22768 (207, 818, 232, 827)
lottery-number: 75754 (207, 782, 232, 792)
lottery-row (39, 792, 428, 801)
headline-vouliagmeni: Ο κ. ΠΑΠΑΔΟΠΟΥΛΟΣ ΘΑ ΕΓΚΑΙΝΙΑΣΗ ΤΗΝ ΝΕΑΝ ΠΛΑΖ ΤΗΣ ΒΟΥΛΑΝ (1008, 1436, 1188, 1473)
article-flag: ΟΥΑΣΙΓΚΤΩΝ, 21. (Ἡν. Τύπος). — Ἡ Βουλὴ ἐνέκρινε νομοσχέδιον διὰ τοῦ ὁποίου ἡ προσβολὴ τῆς ἀμερικανικῆς σημαίας χαρακτηρίζεται ὁμοσπονδιακὸν ἀδίκημα, τιμωρούμενον διὰ φυλακίσεως μέχρις ἑνὸς ἔτους καὶ προστίμου 1.000 δολλαρίων. (439, 589, 609, 660)
subhead-kids-guns: ΚΑΙ ΤΑ ΠΑΙΔΙΚΑ ΟΠΛΑ (273, 525, 391, 538)
lottery-number: 14134 (207, 800, 232, 810)
headline-champagne: ΕΤΑΙΡΙΑ ΣΑΜΠΑΝΙΑΣ ΑΓΟΡΑΖΕΙ ΕΡΓΟΣΤΑΣΙΑ ΤΟΥ „ΚΡΙΣΤΙΑΝ ΝΤΙΟΡ„ (441, 766, 607, 803)
article-leone: ΡΩΜΗ, 21. (Ἡν. Τύπος). — Ὁ διωρισθεὶς πρωθυπουργὸς κ. Λεόνε συνεχίζει τὰς βολιδοσκοπήσεις διὰ τὸν σχηματισμὸν κυβερνήσεως. Συνηντήθη μὲ τοὺς ἀρχηγοὺς τῶν κομμάτων καὶ ἀναμένεται νὰ ἀνακοινώσῃ τὴν σύνθεσιν τῆς κυβερνήσεώς του. (439, 42, 609, 114)
article-pipinelis: ΛΟΝΔΙΝΟΝ, 21. (Ἀθην. Πρακτ.). — Ὁ ὑπουργὸς Ἐξωτερικῶν κ. Πιπινέλης συνηντήθη σήμερον μετὰ τοῦ Βρεταννοῦ ὁμολόγου του κ. Στιούαρτ καὶ εἶχε μακρὰν καὶ ἐγκάρδιον συνομιλίαν. Ἐξητάσθησαν θέματα κοινοῦ ἐνδιαφέροντος, ἡ κατάστασις εἰς τὴν Ἀνατολικὴν Μεσόγειον καὶ τὸ Κυπριακόν. Ὁ κ. Πιπινέλης ἐτόνισε τὴν ἀνάγκην στενωτέρας συνεργασίας μεταξὺ τῶν δύο χωρῶν. (42, 393, 425, 444)
headline-flag: ΟΜΟΣΠΟΝΔΙΑΚΟΝ ΑΔΙΚΗΜΑ Η ΠΡΟΣΒΟΛΗ ΤΗΣ ΣΗΜΑΙΑΣ ΤΩΝ ΗΝ. ΠΟΛΙΤΕΙΩΝ (443, 549, 605, 586)
subhead-hanoi-warning: ΠΡΟΕΙΔΟΠΟΙΗΣΙΣ ΤΟ ΑΝΟΪ (1029, 201, 1162, 212)
lottery-number: 83579 (207, 862, 232, 872)
